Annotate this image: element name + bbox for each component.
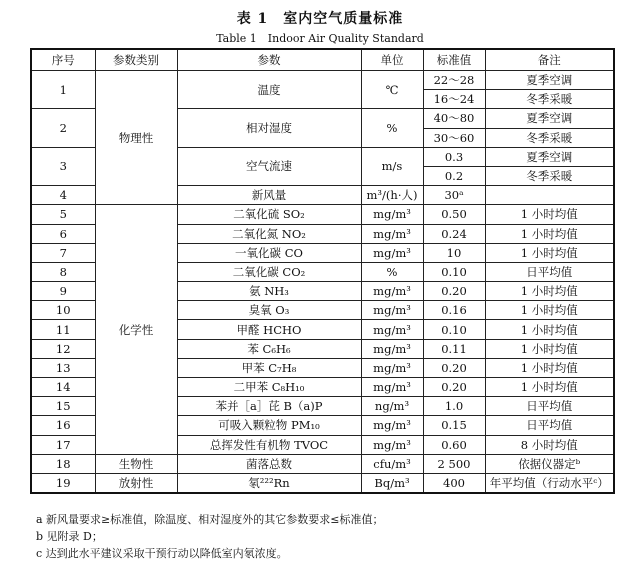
- parameter-cell: 二氧化硫 SO₂: [177, 205, 361, 224]
- value-cell: 0.10: [423, 262, 485, 281]
- parameter-cell: 总挥发性有机物 TVOC: [177, 435, 361, 454]
- remark-cell: 1 小时均值: [485, 224, 614, 243]
- header-standard-value: 标准值: [423, 49, 485, 71]
- unit-cell: mg/m³: [361, 224, 423, 243]
- value-cell: 1.0: [423, 397, 485, 416]
- table-subtitle: Table 1 Indoor Air Quality Standard: [216, 32, 424, 45]
- parameter-cell: 苯 C₆H₆: [177, 339, 361, 358]
- footnote-a: a 新风量要求≥标准值，除温度、相对湿度外的其它参数要求≤标准值；: [36, 513, 384, 526]
- table-title: 表 1 室内空气质量标准: [236, 11, 404, 27]
- row-number: 9: [31, 282, 95, 301]
- value-cell: 0.2: [423, 166, 485, 185]
- header-unit: 单位: [361, 49, 423, 71]
- remark-cell: 1 小时均值: [485, 301, 614, 320]
- unit-cell: m/s: [361, 147, 423, 185]
- parameter-cell: 二甲苯 C₈H₁₀: [177, 378, 361, 397]
- parameter-cell: 苯并［a］芘 B（a)P: [177, 397, 361, 416]
- remark-cell: [485, 186, 614, 205]
- value-cell: 400: [423, 473, 485, 493]
- parameter-cell: 温度: [177, 71, 361, 109]
- table-row: [31, 454, 614, 473]
- value-cell: 0.20: [423, 378, 485, 397]
- parameter-cell: 甲苯 C₇H₈: [177, 358, 361, 377]
- remark-cell: 夏季空调: [485, 109, 614, 128]
- value-cell: 0.20: [423, 282, 485, 301]
- value-cell: 22～28: [423, 71, 485, 90]
- value-cell: 2 500: [423, 454, 485, 473]
- unit-cell: cfu/m³: [361, 454, 423, 473]
- remark-cell: 年平均值（行动水平ᶜ）: [485, 473, 614, 493]
- row-number: 11: [31, 320, 95, 339]
- row-number: 13: [31, 358, 95, 377]
- remark-cell: 1 小时均值: [485, 339, 614, 358]
- row-number: 17: [31, 435, 95, 454]
- row-number: 7: [31, 243, 95, 262]
- parameter-cell: 新风量: [177, 186, 361, 205]
- parameter-cell: 氡²²²Rn: [177, 473, 361, 493]
- row-number: 4: [31, 186, 95, 205]
- parameter-cell: 氨 NH₃: [177, 282, 361, 301]
- unit-cell: ℃: [361, 71, 423, 109]
- value-cell: 0.24: [423, 224, 485, 243]
- unit-cell: %: [361, 109, 423, 147]
- parameter-cell: 菌落总数: [177, 454, 361, 473]
- remark-cell: 1 小时均值: [485, 378, 614, 397]
- table-row: [31, 71, 614, 90]
- row-number: 5: [31, 205, 95, 224]
- remark-cell: 冬季采暖: [485, 128, 614, 147]
- unit-cell: Bq/m³: [361, 473, 423, 493]
- remark-cell: 冬季采暖: [485, 166, 614, 185]
- row-number: 8: [31, 262, 95, 281]
- unit-cell: mg/m³: [361, 205, 423, 224]
- value-cell: 0.3: [423, 147, 485, 166]
- unit-cell: mg/m³: [361, 243, 423, 262]
- category-cell: 生物性: [95, 454, 177, 473]
- parameter-cell: 二氧化碳 CO₂: [177, 262, 361, 281]
- header-parameter: 参数: [177, 49, 361, 71]
- unit-cell: %: [361, 262, 423, 281]
- row-number: 16: [31, 416, 95, 435]
- remark-cell: 1 小时均值: [485, 282, 614, 301]
- value-cell: 0.15: [423, 416, 485, 435]
- header-remark: 备注: [485, 49, 614, 71]
- value-cell: 30ᵃ: [423, 186, 485, 205]
- remark-cell: 依据仪器定ᵇ: [485, 454, 614, 473]
- parameter-cell: 一氧化碳 CO: [177, 243, 361, 262]
- value-cell: 16～24: [423, 90, 485, 109]
- remark-cell: 夏季空调: [485, 71, 614, 90]
- parameter-cell: 相对湿度: [177, 109, 361, 147]
- value-cell: 0.50: [423, 205, 485, 224]
- unit-cell: mg/m³: [361, 301, 423, 320]
- air-quality-table: [30, 48, 615, 494]
- row-number: 2: [31, 109, 95, 147]
- remark-cell: 日平均值: [485, 416, 614, 435]
- header-row: [31, 49, 614, 71]
- unit-cell: mg/m³: [361, 378, 423, 397]
- row-number: 18: [31, 454, 95, 473]
- unit-cell: mg/m³: [361, 282, 423, 301]
- row-number: 15: [31, 397, 95, 416]
- value-cell: 0.20: [423, 358, 485, 377]
- remark-cell: 冬季采暖: [485, 90, 614, 109]
- unit-cell: mg/m³: [361, 358, 423, 377]
- row-number: 6: [31, 224, 95, 243]
- remark-cell: 夏季空调: [485, 147, 614, 166]
- header-category: 参数类别: [95, 49, 177, 71]
- remark-cell: 1 小时均值: [485, 243, 614, 262]
- footnotes: [36, 511, 384, 562]
- value-cell: 0.10: [423, 320, 485, 339]
- footnote-b: b 见附录 D；: [36, 530, 103, 543]
- remark-cell: 日平均值: [485, 262, 614, 281]
- unit-cell: mg/m³: [361, 320, 423, 339]
- unit-cell: mg/m³: [361, 435, 423, 454]
- value-cell: 30～60: [423, 128, 485, 147]
- row-number: 3: [31, 147, 95, 185]
- value-cell: 0.11: [423, 339, 485, 358]
- parameter-cell: 空气流速: [177, 147, 361, 185]
- remark-cell: 1 小时均值: [485, 358, 614, 377]
- parameter-cell: 甲醛 HCHO: [177, 320, 361, 339]
- remark-cell: 1 小时均值: [485, 205, 614, 224]
- header-no: 序号: [31, 49, 95, 71]
- value-cell: 40～80: [423, 109, 485, 128]
- parameter-cell: 二氧化氮 NO₂: [177, 224, 361, 243]
- unit-cell: ng/m³: [361, 397, 423, 416]
- parameter-cell: 臭氧 O₃: [177, 301, 361, 320]
- unit-cell: m³/(h·人): [361, 186, 423, 205]
- remark-cell: 8 小时均值: [485, 435, 614, 454]
- row-number: 1: [31, 71, 95, 109]
- category-cell: 物理性: [95, 71, 177, 205]
- footnote-c: c 达到此水平建议采取干预行动以降低室内氡浓度。: [36, 547, 288, 560]
- value-cell: 0.60: [423, 435, 485, 454]
- parameter-cell: 可吸入颗粒物 PM₁₀: [177, 416, 361, 435]
- row-number: 10: [31, 301, 95, 320]
- unit-cell: mg/m³: [361, 339, 423, 358]
- table-row: [31, 205, 614, 224]
- unit-cell: mg/m³: [361, 416, 423, 435]
- remark-cell: 日平均值: [485, 397, 614, 416]
- value-cell: 0.16: [423, 301, 485, 320]
- table-row: [31, 473, 614, 493]
- category-cell: 放射性: [95, 473, 177, 493]
- row-number: 14: [31, 378, 95, 397]
- remark-cell: 1 小时均值: [485, 320, 614, 339]
- row-number: 12: [31, 339, 95, 358]
- value-cell: 10: [423, 243, 485, 262]
- category-cell: 化学性: [95, 205, 177, 454]
- row-number: 19: [31, 473, 95, 493]
